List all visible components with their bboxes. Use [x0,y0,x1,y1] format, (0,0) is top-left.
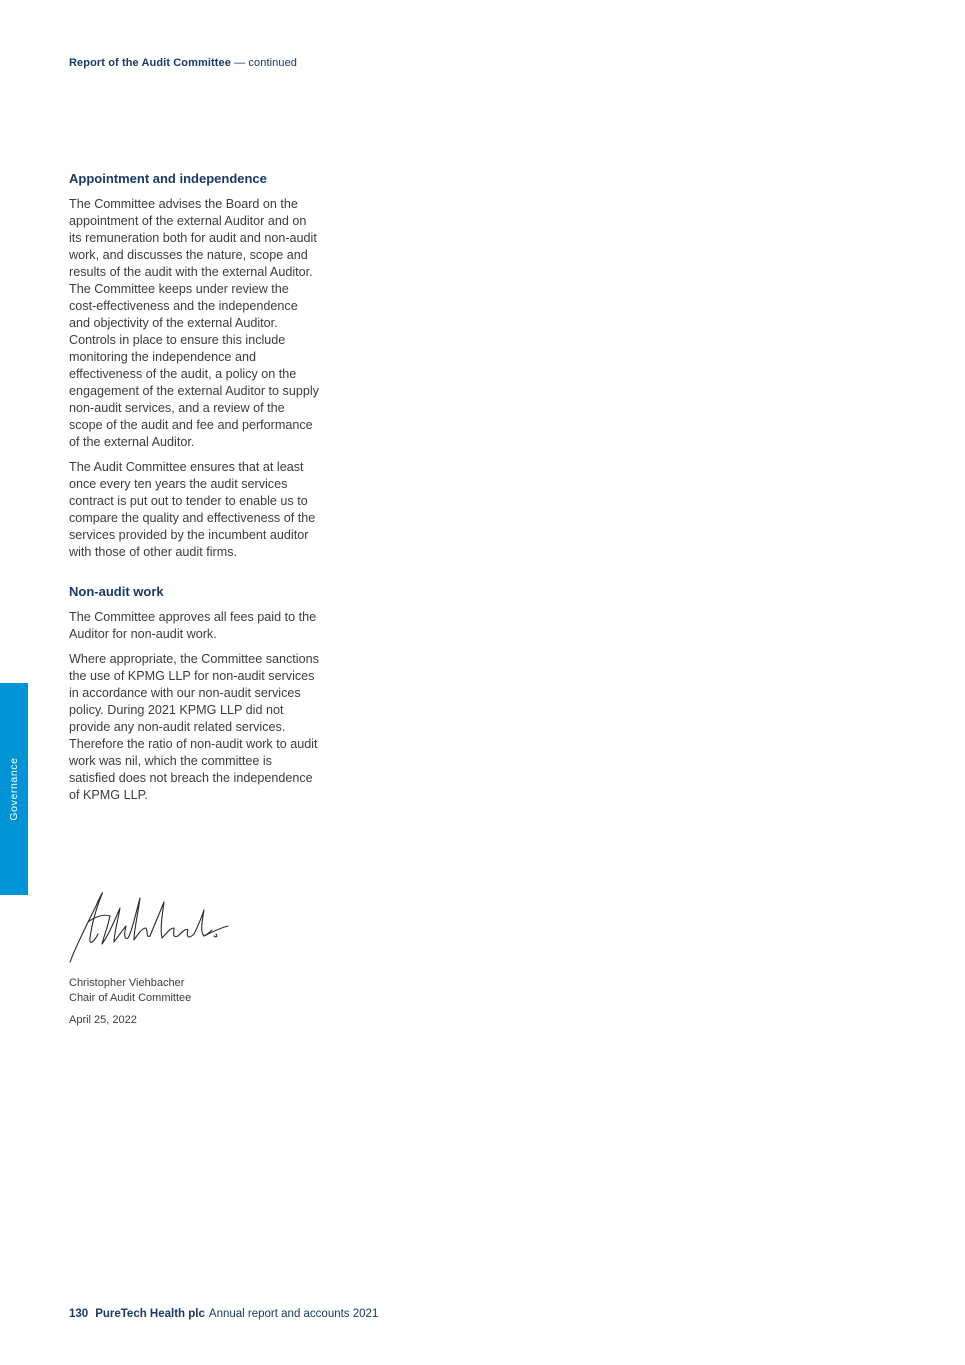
section-heading-appointment: Appointment and independence [69,171,267,186]
footer-publication: Annual report and accounts 2021 [208,1308,379,1320]
page-footer [69,1308,378,1320]
signatory-role: Chair of Audit Committee [69,992,192,1004]
paragraph-non-audit-2: Where appropriate, the Committee sanctions the use of KPMG LLP for non-audit services in accordance with our non-audit services policy. During 2021 KPMG LLP did not provide any non-audit related services. Therefore the ratio of non-audit work to audit work was nil, which the committee is satisfied does not breach the independence of KPMG LLP. [69,652,319,802]
paragraph-appointment-1: The Committee advises the Board on the appointment of the external Auditor and on its remuneration both for audit and non-audit work, and discusses the nature, scope and results of the audit with the external Auditor. The Committee keeps under review the cost-effectiveness and the independence and objectivity of the external Auditor. Controls in place to ensure this include monitoring the independence and effectiveness of the audit, a policy on the engagement of the external Auditor to supply non-audit services, and a review of the scope of the audit and fee and performance of the external Auditor. [69,197,319,449]
side-tab-label: Governance [8,757,20,821]
section-heading-non-audit: Non-audit work [69,584,164,599]
signatory-block [69,976,191,1006]
running-header-title: Report of the Audit Committee [69,57,231,69]
main-content [69,170,319,812]
paragraph-non-audit-1: The Committee approves all fees paid to the Auditor for non-audit work. [69,610,317,641]
footer-company: PureTech Health plc [95,1308,205,1320]
page-number: 130 [69,1308,89,1320]
paragraph-appointment-2: The Audit Committee ensures that at least once every ten years the audit services contract is put out to tender to enable us to compare the quality and effectiveness of the services provided by the incumbent auditor with those of other audit firms. [69,460,316,559]
signature-image [64,886,229,968]
signatory-name: Christopher Viehbacher [69,977,185,989]
governance-side-tab [0,683,28,895]
signature-date: April 25, 2022 [69,1014,137,1026]
running-header [69,57,297,69]
running-header-continued: — continued [231,57,298,69]
